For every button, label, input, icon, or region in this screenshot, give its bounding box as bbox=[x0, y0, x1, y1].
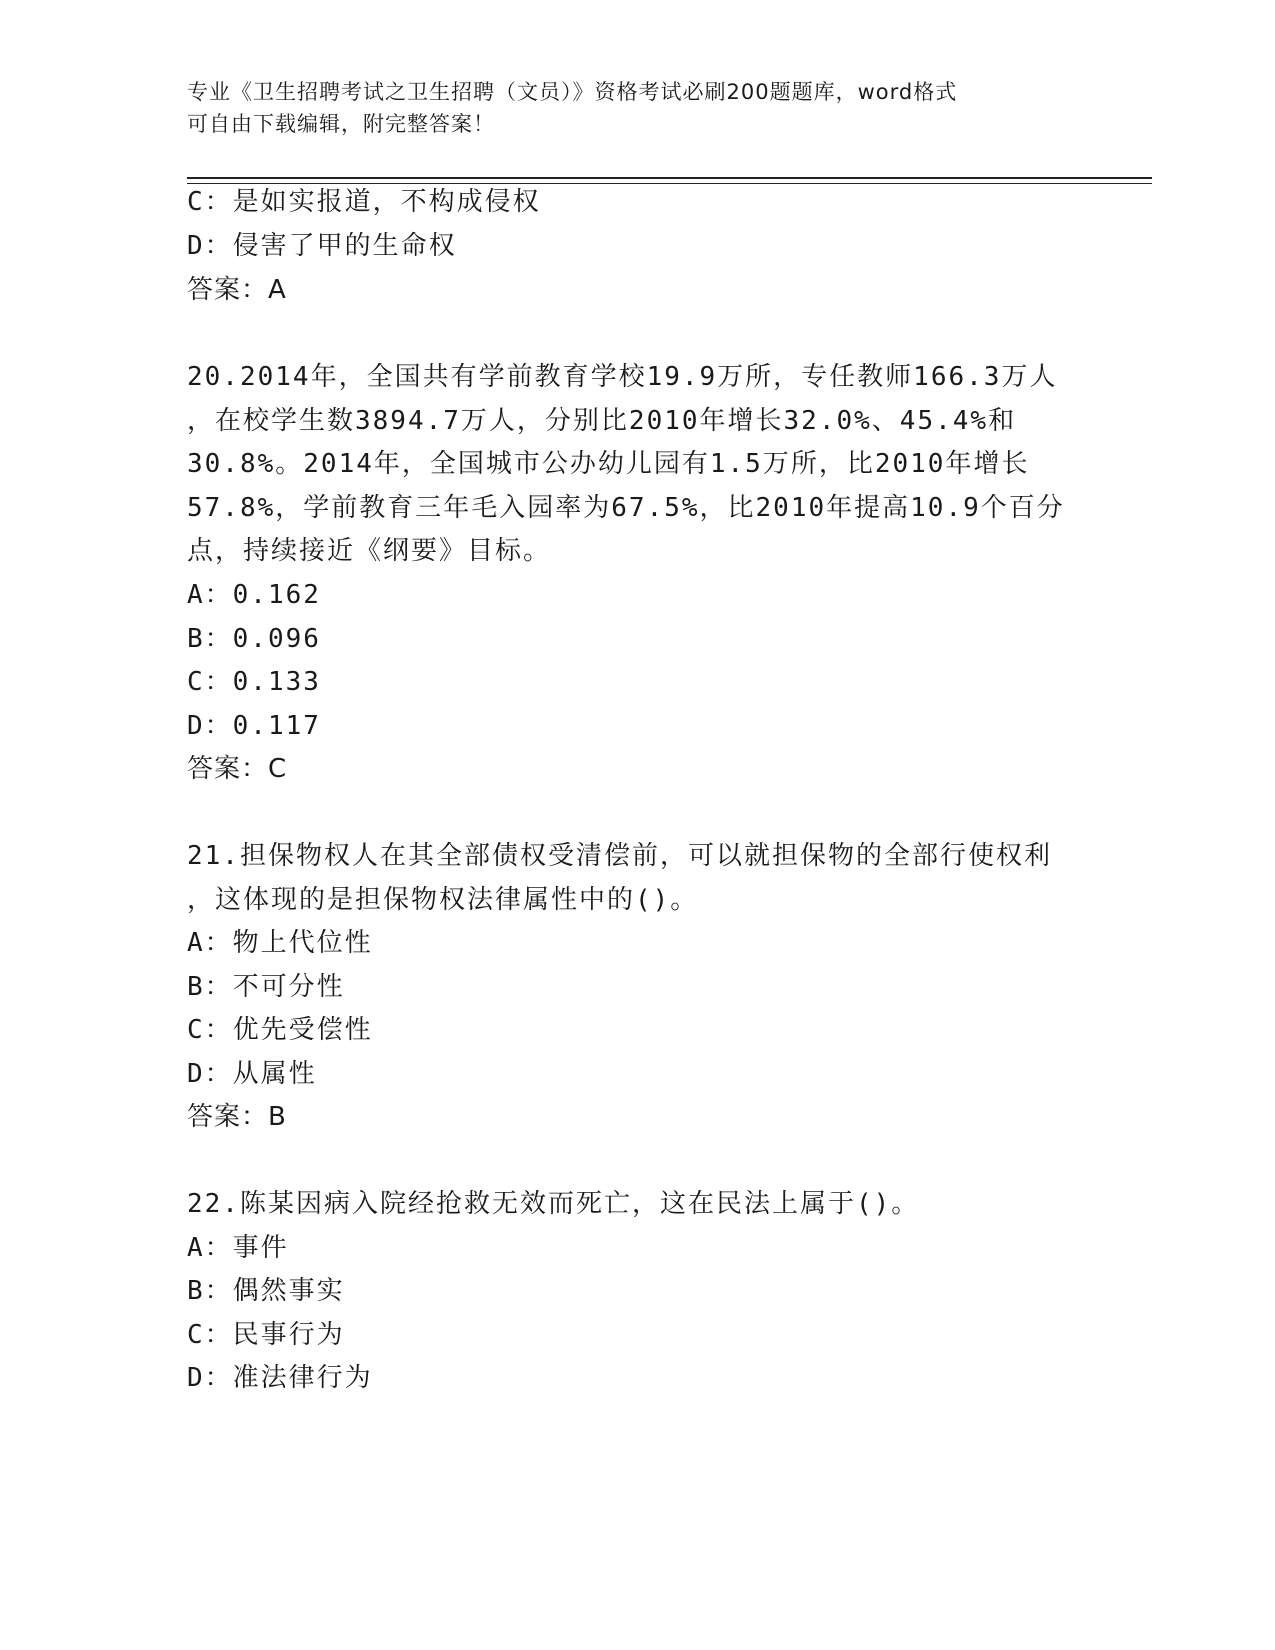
option-b: B：偶然事实 bbox=[187, 1276, 345, 1306]
option-c: C：0.133 bbox=[187, 667, 321, 697]
option-d: D：准法律行为 bbox=[187, 1363, 373, 1393]
answer-line: 答案：A bbox=[187, 275, 287, 305]
page-header bbox=[187, 76, 1067, 140]
question-stem-line: 30.8%。2014年，全国城市公办幼儿园有1.5万所，比2010年增长 bbox=[187, 449, 1030, 479]
option-c: C：优先受偿性 bbox=[187, 1015, 373, 1045]
option-b: B：不可分性 bbox=[187, 972, 345, 1002]
option-a: A：物上代位性 bbox=[187, 928, 373, 958]
header-line-1: 专业《卫生招聘考试之卫生招聘（文员）》资格考试必刷200题题库，word格式 bbox=[187, 80, 958, 104]
header-rule-thin bbox=[187, 183, 1152, 184]
option-b: B：0.096 bbox=[187, 624, 321, 654]
answer-line: 答案：C bbox=[187, 754, 288, 784]
option-a: A：事件 bbox=[187, 1233, 289, 1263]
question-stem-line: ，这体现的是担保物权法律属性中的()。 bbox=[187, 885, 699, 915]
option-c: C：是如实报道，不构成侵权 bbox=[187, 187, 541, 217]
question-stem-line: 21.担保物权人在其全部债权受清偿前，可以就担保物的全部行使权利 bbox=[187, 841, 1052, 871]
header-line-2: 可自由下载编辑，附完整答案！ bbox=[187, 112, 495, 136]
option-c: C：民事行为 bbox=[187, 1320, 345, 1350]
option-a: A：0.162 bbox=[187, 580, 321, 610]
question-stem-line: 点，持续接近《纲要》目标。 bbox=[187, 536, 552, 566]
question-stem-line: 57.8%，学前教育三年毛入园率为67.5%，比2010年提高10.9个百分 bbox=[187, 493, 1065, 523]
header-rule-thick bbox=[187, 177, 1152, 179]
answer-line: 答案：B bbox=[187, 1102, 287, 1132]
question-stem-line: ，在校学生数3894.7万人，分别比2010年增长32.0%、45.4%和 bbox=[187, 406, 1017, 436]
option-d: D：从属性 bbox=[187, 1059, 317, 1089]
question-stem-line: 20.2014年，全国共有学前教育学校19.9万所，专任教师166.3万人 bbox=[187, 362, 1058, 392]
question-stem-line: 22.陈某因病入院经抢救无效而死亡，这在民法上属于()。 bbox=[187, 1189, 920, 1219]
option-d: D：侵害了甲的生命权 bbox=[187, 231, 457, 261]
option-d: D：0.117 bbox=[187, 711, 321, 741]
